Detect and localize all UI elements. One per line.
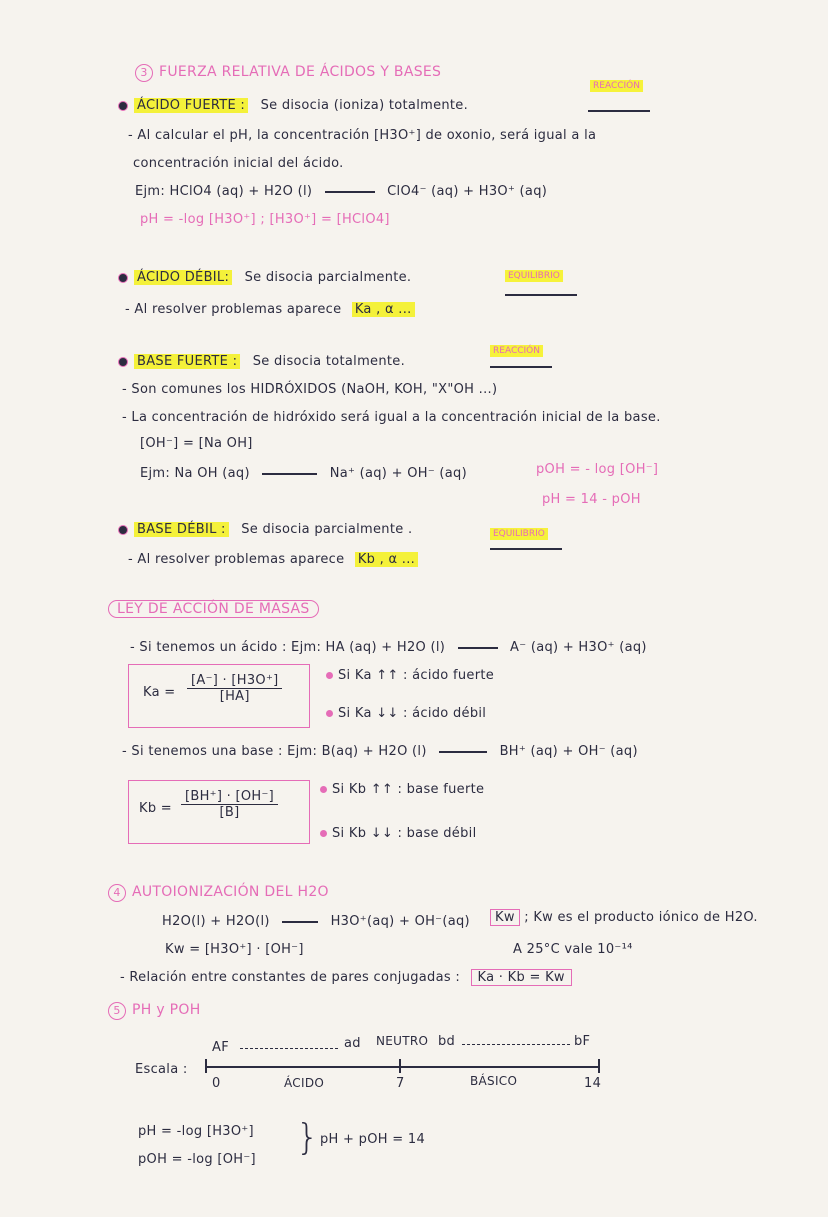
scale-label: Escala : [135, 1062, 188, 1077]
scale-0: 0 [212, 1076, 221, 1091]
ley-base-line: - Si tenemos una base : Ejm: B(aq) + H2O (l) BH⁺ (aq) + OH⁻ (aq) [122, 744, 638, 759]
scale-bf: bF [574, 1034, 591, 1049]
scale-af: AF [212, 1040, 229, 1055]
base-fuerte-line3: [OH⁻] = [Na OH] [140, 436, 253, 451]
tick-14 [598, 1059, 600, 1073]
tag-reaccion-2: REACCIÓN [490, 345, 543, 357]
acido-fuerte-heading: ÁCIDO FUERTE : Se disocia (ioniza) totalmente. [118, 98, 468, 113]
scale-basico: BÁSICO [470, 1074, 518, 1088]
arrow-right-icon [262, 473, 317, 475]
tick-7 [399, 1059, 401, 1073]
bullet-icon [118, 525, 128, 535]
dashed-arrow-icon [240, 1048, 338, 1049]
bullet-icon [118, 101, 128, 111]
section-4-title: 4 AUTOIONIZACIÓN DEL H2O [108, 884, 329, 902]
acido-debil-heading: ÁCIDO DÉBIL: Se disocia parcialmente. [118, 270, 411, 285]
bullet-icon [118, 273, 128, 283]
acido-fuerte-line2: concentración inicial del ácido. [133, 156, 344, 171]
bullet-icon [326, 710, 333, 717]
base-debil-line1: - Al resolver problemas aparece Kb , α ... [128, 552, 418, 567]
arrow-right-icon [588, 110, 650, 112]
ka-down: Si Ka ↓↓ : ácido débil [326, 706, 486, 721]
arrow-right-icon [325, 191, 375, 193]
base-debil-heading: BASE DÉBIL : Se disocia parcialmente . [118, 522, 412, 537]
bullet-icon [320, 786, 327, 793]
kw-value: A 25°C vale 10⁻¹⁴ [513, 942, 633, 957]
bullet-icon [326, 672, 333, 679]
base-fuerte-line2: - La concentración de hidróxido será igual a la concentración inicial de la base. [122, 410, 661, 425]
kw-definition: Kw ; Kw es el producto iónico de H2O. [490, 910, 758, 925]
acido-fuerte-example: Ejm: HClO4 (aq) + H2O (l) ClO4⁻ (aq) + H3O⁺ (aq) [135, 184, 548, 199]
scale-acido: ÁCIDO [284, 1076, 325, 1090]
tag-reaccion-1: REACCIÓN [590, 80, 643, 92]
ka-formula-box: Ka = $\frac{[A^-] \cdot [H3O^+]}{[HA]}$ [128, 664, 310, 728]
autoionizacion-eq: H2O(l) + H2O(l) H3O⁺(aq) + OH⁻(aq) [162, 914, 470, 929]
brace-icon: } [296, 1117, 320, 1158]
dashed-arrow-icon [462, 1044, 570, 1045]
ph-formula: pH = -log [H3O⁺] [138, 1124, 254, 1139]
ph-poh-sum: pH + pOH = 14 [320, 1132, 426, 1147]
base-fuerte-poh: pOH = - log [OH⁻] [536, 462, 659, 477]
scale-axis [205, 1066, 600, 1068]
scale-7: 7 [396, 1076, 405, 1091]
kw-equation: Kw = [H3O⁺] · [OH⁻] [165, 942, 304, 957]
arrow-right-icon [490, 366, 552, 368]
poh-formula: pOH = -log [OH⁻] [138, 1152, 256, 1167]
double-arrow-icon [458, 647, 498, 649]
section-number-4: 4 [108, 884, 126, 902]
kb-fraction: $\frac{[BH^+] \cdot [OH^-]}{[B]}$ [181, 789, 278, 820]
double-arrow-icon [490, 548, 562, 550]
tick-0 [205, 1059, 207, 1073]
acido-debil-line1: - Al resolver problemas aparece Ka , α ... [125, 302, 415, 317]
scale-14: 14 [584, 1076, 602, 1091]
kb-formula-box: Kb = $\frac{[BH^+] \cdot [OH^-]}{[B]}$ [128, 780, 310, 844]
double-arrow-icon [439, 751, 487, 753]
bullet-icon [118, 357, 128, 367]
base-fuerte-ph: pH = 14 - pOH [542, 492, 641, 507]
acido-fuerte-line1: - Al calcular el pH, la concentración [H3O⁺] de oxonio, será igual a la [128, 128, 597, 143]
ley-title: LEY DE ACCIÓN DE MASAS [108, 600, 319, 618]
tag-equilibrio-1: EQUILIBRIO [505, 270, 563, 282]
scale-ad: ad [344, 1036, 361, 1051]
bullet-icon [320, 830, 327, 837]
base-fuerte-line1: - Son comunes los HIDRÓXIDOS (NaOH, KOH, "X"OH ...) [122, 382, 498, 397]
scale-bd: bd [438, 1034, 456, 1049]
ley-acid-line: - Si tenemos un ácido : Ejm: HA (aq) + H2O (l) A⁻ (aq) + H3O⁺ (aq) [130, 640, 647, 655]
double-arrow-icon [505, 294, 577, 296]
acido-fuerte-ph: pH = -log [H3O⁺] ; [H3O⁺] = [HClO4] [140, 212, 390, 227]
section-3-title: 3 FUERZA RELATIVA DE ÁCIDOS Y BASES [135, 64, 441, 82]
relacion-constantes: - Relación entre constantes de pares conjugadas : Ka · Kb = Kw [120, 970, 572, 985]
ka-fraction: $\frac{[A^-] \cdot [H3O^+]}{[HA]}$ [187, 673, 282, 704]
section-number-3: 3 [135, 64, 153, 82]
ka-up: Si Ka ↑↑ : ácido fuerte [326, 668, 494, 683]
section-number-5: 5 [108, 1002, 126, 1020]
kb-up: Si Kb ↑↑ : base fuerte [320, 782, 484, 797]
kb-down: Si Kb ↓↓ : base débil [320, 826, 476, 841]
section-5-title: 5 PH y POH [108, 1002, 201, 1020]
tag-equilibrio-2: EQUILIBRIO [490, 528, 548, 540]
scale-neutro: NEUTRO [376, 1034, 429, 1048]
base-fuerte-heading: BASE FUERTE : Se disocia totalmente. [118, 354, 405, 369]
double-arrow-icon [282, 921, 318, 923]
base-fuerte-example: Ejm: Na OH (aq) Na⁺ (aq) + OH⁻ (aq) [140, 466, 467, 481]
